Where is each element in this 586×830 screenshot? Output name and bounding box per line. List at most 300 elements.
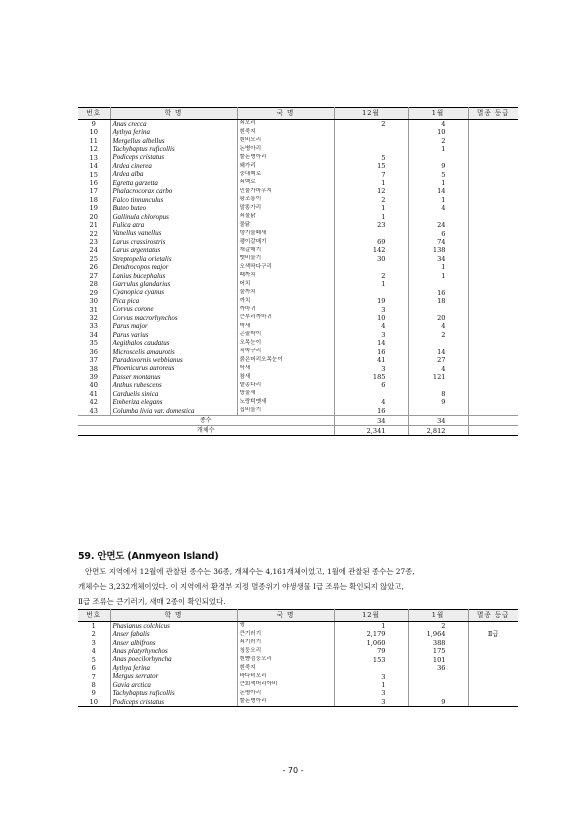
cell-grade	[468, 698, 518, 707]
cell-january	[408, 280, 468, 288]
table-header-row	[78, 108, 518, 120]
cell-korean-name: 쇠백로	[237, 179, 334, 187]
cell-grade	[468, 272, 518, 280]
cell-december	[334, 289, 408, 297]
cell-january: 138	[408, 247, 468, 255]
cell-december: 2	[334, 272, 408, 280]
cell-scientific-name: Garrulus glandarius	[110, 280, 237, 288]
cell-scientific-name: Phalacrocorax carbo	[110, 188, 237, 196]
cell-grade	[468, 280, 518, 288]
cell-grade	[468, 398, 518, 406]
cell-korean-name: 멧비둘기	[237, 255, 334, 263]
table-row	[78, 179, 518, 187]
cell-korean-name: 중대백로	[237, 171, 334, 179]
cell-number: 7	[78, 673, 110, 681]
table-row	[78, 339, 518, 347]
cell-scientific-name: Emberiza elegans	[110, 398, 237, 406]
cell-korean-name: 흰비오리	[237, 137, 334, 145]
cell-korean-name: 물까치	[237, 289, 334, 297]
cell-grade	[468, 690, 518, 698]
cell-scientific-name: Vanellus vanellus	[110, 230, 237, 238]
table-row	[78, 221, 518, 229]
table-row	[78, 365, 518, 373]
col-header-endangered-grade: 멸종 등급	[468, 108, 518, 120]
cell-number: 33	[78, 323, 110, 331]
cell-number: 26	[78, 263, 110, 271]
cell-grade	[468, 331, 518, 339]
cell-korean-name: 큰기러기	[237, 630, 334, 638]
cell-december: 3	[334, 673, 408, 681]
table-row	[78, 263, 518, 271]
cell-scientific-name: Parus varius	[110, 331, 237, 339]
cell-korean-name: 꿩	[237, 622, 334, 631]
cell-scientific-name: Columba livia var. domestica	[110, 407, 237, 416]
table-row	[78, 289, 518, 297]
cell-grade	[468, 204, 518, 212]
cell-january: 2	[408, 331, 468, 339]
cell-january: 5	[408, 171, 468, 179]
cell-grade	[468, 238, 518, 246]
cell-january: 4	[408, 120, 468, 129]
cell-january: 24	[408, 221, 468, 229]
cell-korean-name: 뿔논병아리	[237, 154, 334, 162]
cell-january	[408, 339, 468, 347]
cell-scientific-name: Larus crassirostris	[110, 238, 237, 246]
cell-grade	[468, 407, 518, 416]
cell-january: 388	[408, 639, 468, 647]
cell-korean-name: 딱새	[237, 365, 334, 373]
table-row	[78, 238, 518, 246]
cell-grade	[468, 289, 518, 297]
cell-number: 10	[78, 698, 110, 707]
cell-number: 12	[78, 145, 110, 153]
table-row	[78, 664, 518, 672]
page-number: - 70 -	[282, 766, 304, 775]
cell-scientific-name: Podiceps cristatus	[110, 154, 237, 162]
cell-korean-name: 논병아리	[237, 690, 334, 698]
cell-korean-name: 노랑턱멧새	[237, 398, 334, 406]
cell-january: 101	[408, 656, 468, 664]
table-row	[78, 622, 518, 631]
cell-grade	[468, 323, 518, 331]
table-row	[78, 255, 518, 263]
cell-number: 8	[78, 681, 110, 689]
cell-number: 2	[78, 630, 110, 638]
table-row	[78, 656, 518, 664]
cell-number: 9	[78, 690, 110, 698]
individual-count-row	[78, 426, 518, 436]
table-row	[78, 137, 518, 145]
cell-grade	[468, 179, 518, 187]
cell-scientific-name: Falco tinnunculus	[110, 196, 237, 204]
cell-grade	[468, 137, 518, 145]
cell-december: 79	[334, 647, 408, 655]
cell-january	[408, 690, 468, 698]
cell-korean-name: 참새	[237, 373, 334, 381]
cell-korean-name: 곤줄박이	[237, 331, 334, 339]
table-row	[78, 230, 518, 238]
table-row	[78, 145, 518, 153]
summary-label: 개체수	[78, 426, 334, 436]
summary-january: 34	[408, 416, 468, 426]
cell-december: 12	[334, 188, 408, 196]
section-title: 59. 안면도 (Anmyeon Island)	[78, 551, 219, 562]
cell-december	[334, 230, 408, 238]
cell-grade	[468, 306, 518, 314]
table-row	[78, 204, 518, 212]
cell-korean-name: 붉은머리오목눈이	[237, 356, 334, 364]
cell-scientific-name: Mergellus albellus	[110, 137, 237, 145]
cell-number: 5	[78, 656, 110, 664]
cell-january: 1	[408, 145, 468, 153]
cell-january: 175	[408, 647, 468, 655]
cell-december: 6	[334, 382, 408, 390]
col-header-january: 1월	[408, 610, 468, 622]
cell-scientific-name: Ardea alba	[110, 171, 237, 179]
table-row	[78, 128, 518, 136]
cell-december: 3	[334, 306, 408, 314]
cell-grade	[468, 681, 518, 689]
table-row	[78, 373, 518, 381]
table-row	[78, 681, 518, 689]
cell-korean-name: 민물가마우지	[237, 188, 334, 196]
table-row	[78, 673, 518, 681]
cell-korean-name: 밭종다리	[237, 382, 334, 390]
cell-grade	[468, 314, 518, 322]
cell-scientific-name: Anser fabalis	[110, 630, 237, 638]
cell-korean-name: 뿔논병아리	[237, 698, 334, 707]
cell-grade	[468, 348, 518, 356]
cell-scientific-name: Aythya ferina	[110, 664, 237, 672]
table-row	[78, 280, 518, 288]
cell-grade	[468, 622, 518, 631]
cell-korean-name: 오색딱다구리	[237, 263, 334, 271]
paragraph-line: 안면도 지역에서 12월에 관찰된 종수는 36종, 개체수는 4,161개체이었고, 1월에 관찰된 종수는 27종,	[85, 567, 415, 576]
cell-korean-name: 때까치	[237, 272, 334, 280]
col-header-december: 12월	[334, 610, 408, 622]
table-row	[78, 407, 518, 416]
cell-korean-name: 흰죽지	[237, 664, 334, 672]
table-row	[78, 698, 518, 707]
cell-number: 11	[78, 137, 110, 145]
cell-december: 14	[334, 339, 408, 347]
cell-korean-name: 쇠기러기	[237, 639, 334, 647]
cell-january: 121	[408, 373, 468, 381]
table-row	[78, 647, 518, 655]
cell-december: 1	[334, 280, 408, 288]
cell-grade	[468, 213, 518, 221]
cell-scientific-name: Paradoxornis webbianus	[110, 356, 237, 364]
cell-korean-name: 방울새	[237, 390, 334, 398]
summary-december: 34	[334, 416, 408, 426]
cell-number: 16	[78, 179, 110, 187]
cell-scientific-name: Corvus corone	[110, 306, 237, 314]
cell-december: 1	[334, 213, 408, 221]
cell-december: 3	[334, 698, 408, 707]
cell-korean-name: 왜가리	[237, 162, 334, 170]
cell-december: 5	[334, 154, 408, 162]
cell-grade	[468, 390, 518, 398]
cell-january	[408, 306, 468, 314]
cell-december: 142	[334, 247, 408, 255]
table-row	[78, 382, 518, 390]
table-row	[78, 171, 518, 179]
cell-scientific-name: Fulica atra	[110, 221, 237, 229]
cell-scientific-name: Anas crecca	[110, 120, 237, 129]
cell-number: 32	[78, 314, 110, 322]
cell-january: 8	[408, 390, 468, 398]
table-row	[78, 154, 518, 162]
cell-grade	[468, 247, 518, 255]
table-row	[78, 630, 518, 638]
table-row	[78, 306, 518, 314]
cell-grade	[468, 356, 518, 364]
cell-december	[334, 145, 408, 153]
cell-january: 16	[408, 289, 468, 297]
cell-january: 1	[408, 263, 468, 271]
cell-scientific-name: Aythya ferina	[110, 128, 237, 136]
cell-number: 25	[78, 255, 110, 263]
cell-korean-name: 바다비오리	[237, 673, 334, 681]
cell-grade	[468, 647, 518, 655]
cell-january: 14	[408, 348, 468, 356]
species-table-anmyeon	[78, 609, 518, 707]
cell-december: 3	[334, 331, 408, 339]
cell-january: 6	[408, 230, 468, 238]
cell-scientific-name: Anas poecilorhyncha	[110, 656, 237, 664]
cell-scientific-name: Anser albifrons	[110, 639, 237, 647]
cell-korean-name: 말똥가리	[237, 204, 334, 212]
cell-december: 1	[334, 681, 408, 689]
cell-scientific-name: Aegithalos caudatus	[110, 339, 237, 347]
cell-korean-name: 까치	[237, 297, 334, 305]
summary-grade	[468, 416, 518, 426]
cell-grade	[468, 339, 518, 347]
cell-number: 36	[78, 348, 110, 356]
cell-january: 34	[408, 255, 468, 263]
cell-december: 1	[334, 622, 408, 631]
cell-grade	[468, 255, 518, 263]
cell-grade	[468, 673, 518, 681]
cell-december: 16	[334, 348, 408, 356]
col-header-december: 12월	[334, 108, 408, 120]
cell-korean-name: 큰부리까마귀	[237, 314, 334, 322]
cell-december: 1	[334, 179, 408, 187]
cell-number: 27	[78, 272, 110, 280]
cell-january	[408, 673, 468, 681]
cell-december: 3	[334, 365, 408, 373]
cell-december: 2,179	[334, 630, 408, 638]
table-row	[78, 348, 518, 356]
cell-december: 10	[334, 314, 408, 322]
cell-scientific-name: Passer montanus	[110, 373, 237, 381]
cell-number: 1	[78, 622, 110, 631]
cell-number: 3	[78, 639, 110, 647]
cell-december	[334, 263, 408, 271]
cell-scientific-name: Dendrocopos major	[110, 263, 237, 271]
cell-grade	[468, 171, 518, 179]
cell-grade	[468, 365, 518, 373]
cell-korean-name: 박새	[237, 323, 334, 331]
species-table-top	[78, 107, 518, 436]
cell-december	[334, 390, 408, 398]
cell-december	[334, 137, 408, 145]
cell-number: 38	[78, 365, 110, 373]
cell-scientific-name: Ardea cinerea	[110, 162, 237, 170]
cell-scientific-name: Tachybaptus ruficollis	[110, 690, 237, 698]
cell-grade	[468, 373, 518, 381]
table-row	[78, 213, 518, 221]
cell-december: 4	[334, 398, 408, 406]
cell-korean-name: 집비둘기	[237, 407, 334, 416]
cell-january	[408, 407, 468, 416]
cell-korean-name: 큰회색머리아비	[237, 681, 334, 689]
cell-number: 22	[78, 230, 110, 238]
cell-december: 16	[334, 407, 408, 416]
cell-number: 21	[78, 221, 110, 229]
cell-december: 19	[334, 297, 408, 305]
cell-december: 185	[334, 373, 408, 381]
summary-december: 2,341	[334, 426, 408, 436]
cell-korean-name: 황조롱이	[237, 196, 334, 204]
table-row	[78, 314, 518, 322]
cell-december: 153	[334, 656, 408, 664]
cell-january: 1	[408, 272, 468, 280]
cell-scientific-name: Podiceps cristatus	[110, 698, 237, 707]
table-row	[78, 120, 518, 129]
table-row	[78, 639, 518, 647]
cell-january: 2	[408, 622, 468, 631]
cell-december: 2	[334, 196, 408, 204]
cell-grade	[468, 230, 518, 238]
cell-korean-name: 쇠오리	[237, 120, 334, 129]
cell-january: 9	[408, 398, 468, 406]
table-row	[78, 188, 518, 196]
table-row	[78, 323, 518, 331]
paragraph-line: 개체수는 3,232개체이었다. 이 지역에서 환경부 지정 멸종위기 야생생물 Ⅰ급 조류는 확인되지 않았고,	[78, 582, 404, 591]
cell-korean-name: 재갈매기	[237, 247, 334, 255]
cell-scientific-name: Phoenicurus auroreus	[110, 365, 237, 373]
cell-scientific-name: Cyanopica cyanus	[110, 289, 237, 297]
cell-number: 37	[78, 356, 110, 364]
cell-number: 13	[78, 154, 110, 162]
cell-grade	[468, 196, 518, 204]
cell-december: 69	[334, 238, 408, 246]
cell-korean-name: 흰뺨검둥오리	[237, 656, 334, 664]
cell-number: 28	[78, 280, 110, 288]
cell-january: 18	[408, 297, 468, 305]
cell-december: 30	[334, 255, 408, 263]
col-header-january: 1월	[408, 108, 468, 120]
cell-number: 4	[78, 647, 110, 655]
summary-grade	[468, 426, 518, 436]
cell-january	[408, 382, 468, 390]
col-header-scientific-name: 학 명	[110, 610, 237, 622]
cell-grade	[468, 297, 518, 305]
table-row	[78, 247, 518, 255]
cell-grade	[468, 128, 518, 136]
paragraph-line: Ⅱ급 조류는 큰기러기, 새매 2종이 확인되었다.	[78, 597, 226, 606]
cell-korean-name: 오목눈이	[237, 339, 334, 347]
cell-number: 20	[78, 213, 110, 221]
cell-january: 1,964	[408, 630, 468, 638]
cell-december: 3	[334, 690, 408, 698]
cell-january: 1	[408, 196, 468, 204]
cell-january: 74	[408, 238, 468, 246]
cell-grade	[468, 263, 518, 271]
col-header-endangered-grade: 멸종 등급	[468, 610, 518, 622]
cell-scientific-name: Gallinula chloropus	[110, 213, 237, 221]
col-header-scientific-name: 학 명	[110, 108, 237, 120]
col-header-korean-name: 국 명	[237, 610, 334, 622]
cell-january: 36	[408, 664, 468, 672]
cell-grade	[468, 639, 518, 647]
cell-scientific-name: Buteo buteo	[110, 204, 237, 212]
summary-label: 종수	[78, 416, 334, 426]
summary-january: 2,812	[408, 426, 468, 436]
cell-number: 42	[78, 398, 110, 406]
cell-scientific-name: Phasianus colchicus	[110, 622, 237, 631]
cell-december: 23	[334, 221, 408, 229]
col-header-number: 번호	[78, 610, 110, 622]
cell-korean-name: 어치	[237, 280, 334, 288]
cell-scientific-name: Parus major	[110, 323, 237, 331]
cell-korean-name: 청둥오리	[237, 647, 334, 655]
cell-grade	[468, 145, 518, 153]
table-row	[78, 297, 518, 305]
cell-number: 23	[78, 238, 110, 246]
cell-grade	[468, 221, 518, 229]
cell-grade	[468, 656, 518, 664]
species-count-row	[78, 416, 518, 426]
cell-number: 18	[78, 196, 110, 204]
cell-number: 6	[78, 664, 110, 672]
col-header-korean-name: 국 명	[237, 108, 334, 120]
cell-number: 15	[78, 171, 110, 179]
cell-scientific-name: Gavia arctica	[110, 681, 237, 689]
cell-january: 27	[408, 356, 468, 364]
cell-scientific-name: Anthus rubescens	[110, 382, 237, 390]
cell-number: 19	[78, 204, 110, 212]
table-header-row	[78, 610, 518, 622]
cell-january: 1	[408, 179, 468, 187]
cell-korean-name: 물닭	[237, 221, 334, 229]
table-row	[78, 356, 518, 364]
table-row	[78, 272, 518, 280]
cell-grade: Ⅱ급	[468, 630, 518, 638]
cell-number: 17	[78, 188, 110, 196]
cell-december: 41	[334, 356, 408, 364]
cell-december: 7	[334, 171, 408, 179]
cell-january: 9	[408, 698, 468, 707]
cell-january: 20	[408, 314, 468, 322]
cell-january: 2	[408, 137, 468, 145]
cell-january: 14	[408, 188, 468, 196]
table-row	[78, 690, 518, 698]
cell-january: 9	[408, 162, 468, 170]
cell-grade	[468, 382, 518, 390]
cell-december: 4	[334, 323, 408, 331]
cell-number: 31	[78, 306, 110, 314]
cell-korean-name: 직박구리	[237, 348, 334, 356]
table-row	[78, 331, 518, 339]
cell-scientific-name: Mergus serrator	[110, 673, 237, 681]
cell-december: 1,060	[334, 639, 408, 647]
cell-number: 10	[78, 128, 110, 136]
table-row	[78, 162, 518, 170]
cell-number: 14	[78, 162, 110, 170]
cell-number: 43	[78, 407, 110, 416]
